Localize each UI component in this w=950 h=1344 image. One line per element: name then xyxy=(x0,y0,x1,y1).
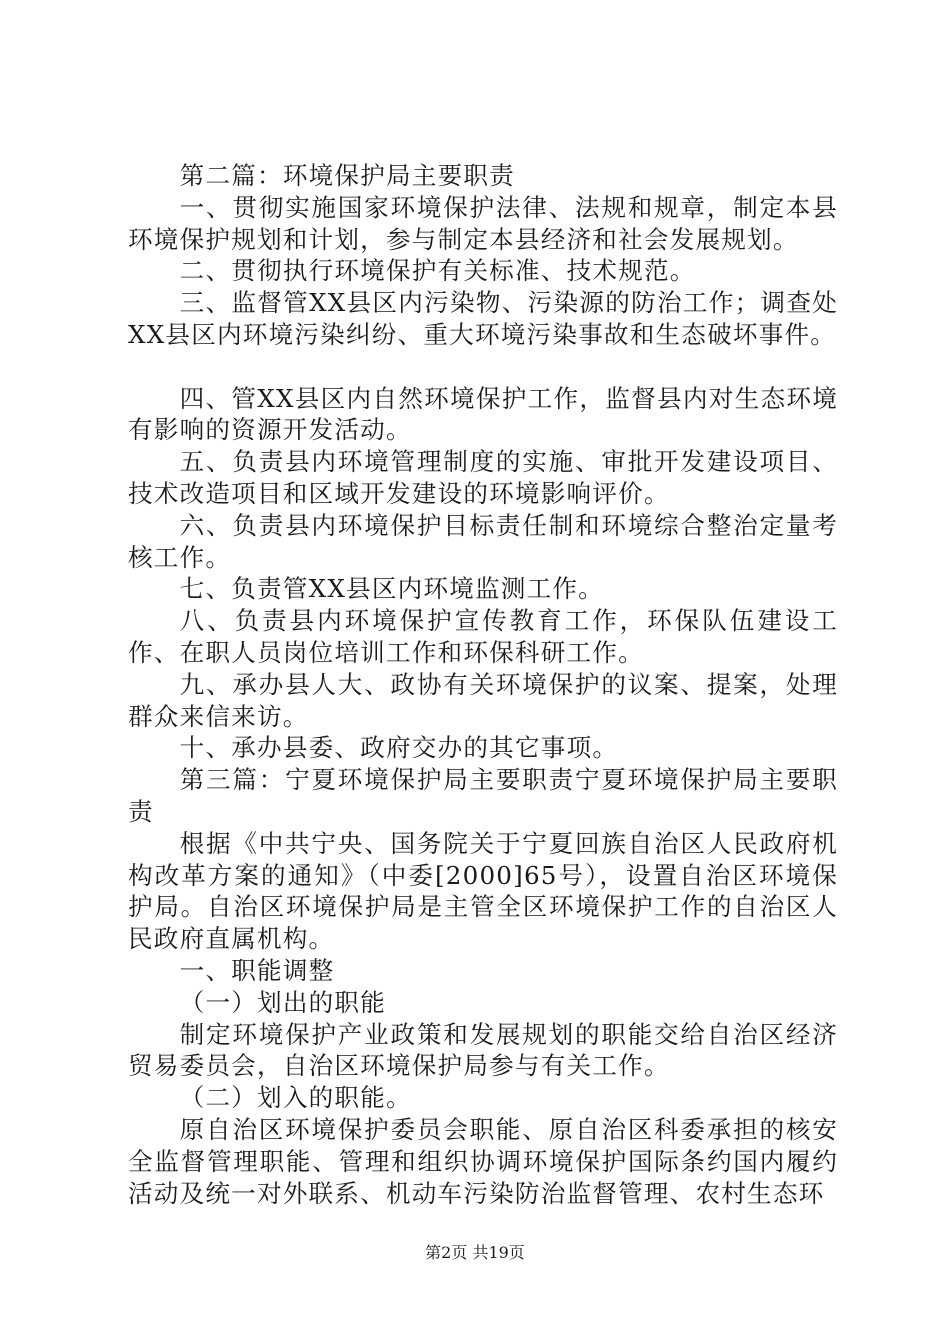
section-function-adjustment: 一、职能调整 xyxy=(179,955,335,985)
paragraph-basis: 根据《中共宁央、国务院关于宁夏回族自治区人民政府机构改革方案的通知》（中委[2000]65号），设置自治区环境保护局。自治区环境保护局是主管全区环境保护工作的自治区人民政府直属机构。 xyxy=(128,828,838,954)
paragraph-duty-10: 十、承办县委、政府交办的其它事项。 xyxy=(179,733,619,763)
heading-part-two: 第二篇：环境保护局主要职责 xyxy=(179,161,515,190)
paragraph-duty-6: 六、负责县内环境保护目标责任制和环境综合整治定量考核工作。 xyxy=(128,510,838,572)
paragraph-functions-in: 原自治区环境保护委员会职能、原自治区科委承担的核安全监督管理职能、管理和组织协调环境保护国际条约国内履约活动及统一对外联系、机动车污染防治监督管理、农村生态环 xyxy=(128,1114,838,1208)
paragraph-duty-1: 一、贯彻实施国家环境保护法律、法规和规章，制定本县环境保护规划和计划，参与制定本县经济和社会发展规划。 xyxy=(128,192,838,254)
paragraph-duty-7: 七、负责管XX县区内环境监测工作。 xyxy=(179,574,604,604)
paragraph-duty-3: 三、监督管XX县区内污染物、污染源的防治工作；调查处XX县区内环境污染纠纷、重大环境污染事故和生态破坏事件。 xyxy=(128,288,838,349)
subsection-functions-in: （二）划入的职能。 xyxy=(179,1083,412,1113)
page-number-footer: 第2页 共19页 xyxy=(425,1243,525,1262)
paragraph-duty-5: 五、负责县内环境管理制度的实施、审批开发建设项目、技术改造项目和区域开发建设的环境影响评价。 xyxy=(128,447,838,508)
paragraph-duty-8: 八、负责县内环境保护宣传教育工作，环保队伍建设工作、在职人员岗位培训工作和环保科研工作。 xyxy=(128,606,838,667)
document-body xyxy=(128,160,838,1209)
subsection-functions-out: （一）划出的职能 xyxy=(179,987,387,1017)
paragraph-duty-9: 九、承办县人大、政协有关环境保护的议案、提案，处理群众来信来访。 xyxy=(128,669,838,731)
paragraph-duty-2: 二、贯彻执行环境保护有关标准、技术规范。 xyxy=(179,256,696,286)
paragraph-functions-out: 制定环境保护产业政策和发展规划的职能交给自治区经济贸易委员会，自治区环境保护局参与有关工作。 xyxy=(128,1019,838,1081)
paragraph-duty-4: 四、管XX县区内自然环境保护工作，监督县内对生态环境有影响的资源开发活动。 xyxy=(128,383,838,445)
heading-part-three: 第三篇：宁夏环境保护局主要职责宁夏环境保护局主要职责 xyxy=(128,765,838,826)
